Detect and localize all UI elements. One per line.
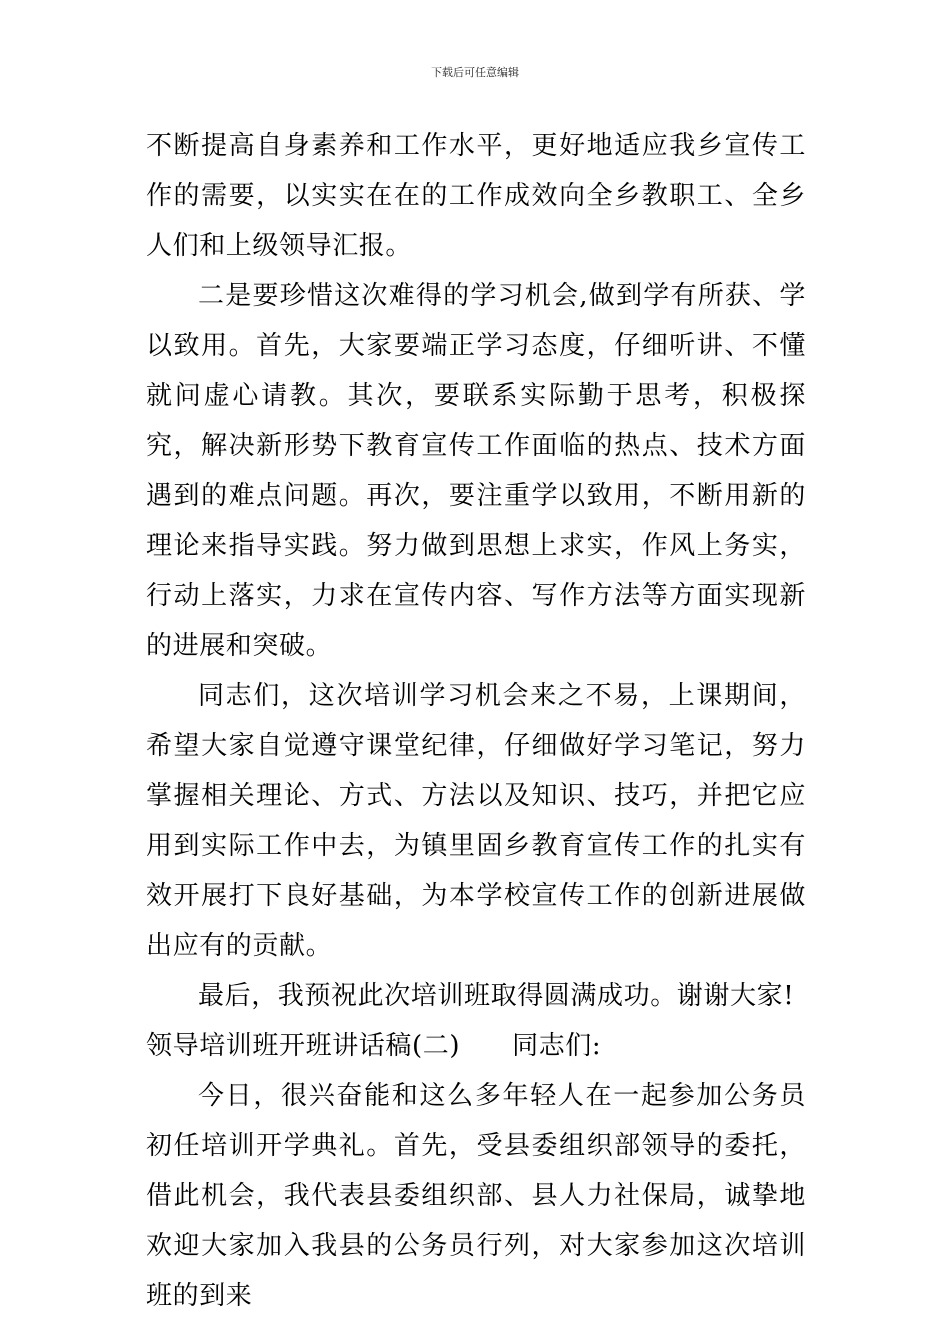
speech-title: 领导培训班开班讲话稿(二) xyxy=(146,1031,461,1061)
paragraph-closing: 最后，我预祝此次培训班取得圆满成功。谢谢大家! xyxy=(198,981,795,1011)
speech-salutation: 同志们: xyxy=(512,1031,602,1061)
page-header-note: 下载后可任意编辑 xyxy=(431,66,519,79)
paragraph-comrades: 同志们，这次培训学习机会来之不易，上课期间，希望大家自觉遵守课堂纪律，仔细做好学习笔记，努力掌握相关理论、方式、方法以及知识、技巧，并把它应用到实际工作中去，为镇里固乡教育宣传工作的扎实有效开展打下良好基础，为本学校宣传工作的创新进展做出应有的贡献。 xyxy=(146,681,806,961)
speech-title-line xyxy=(146,1021,806,1071)
document-body xyxy=(146,121,806,1321)
paragraph-continuation: 不断提高自身素养和工作水平，更好地适应我乡宣传工作的需要，以实实在在的工作成效向全乡教职工、全乡人们和上级领导汇报。 xyxy=(146,131,806,261)
paragraph-point-two: 二是要珍惜这次难得的学习机会,做到学有所获、学以致用。首先，大家要端正学习态度，仔细听讲、不懂就问虚心请教。其次，要联系实际勤于思考，积极探究，解决新形势下教育宣传工作面临的热点、技术方面遇到的难点问题。再次，要注重学以致用，不断用新的理论来指导实践。努力做到思想上求实，作风上务实，行动上落实，力求在宣传内容、写作方法等方面实现新的进展和突破。 xyxy=(146,281,806,661)
paragraph-opening: 今日，很兴奋能和这么多年轻人在一起参加公务员初任培训开学典礼。首先，受县委组织部领导的委托，借此机会，我代表县委组织部、县人力社保局，诚挚地欢迎大家加入我县的公务员行列，对大家参加这次培训班的到来 xyxy=(146,1081,806,1311)
